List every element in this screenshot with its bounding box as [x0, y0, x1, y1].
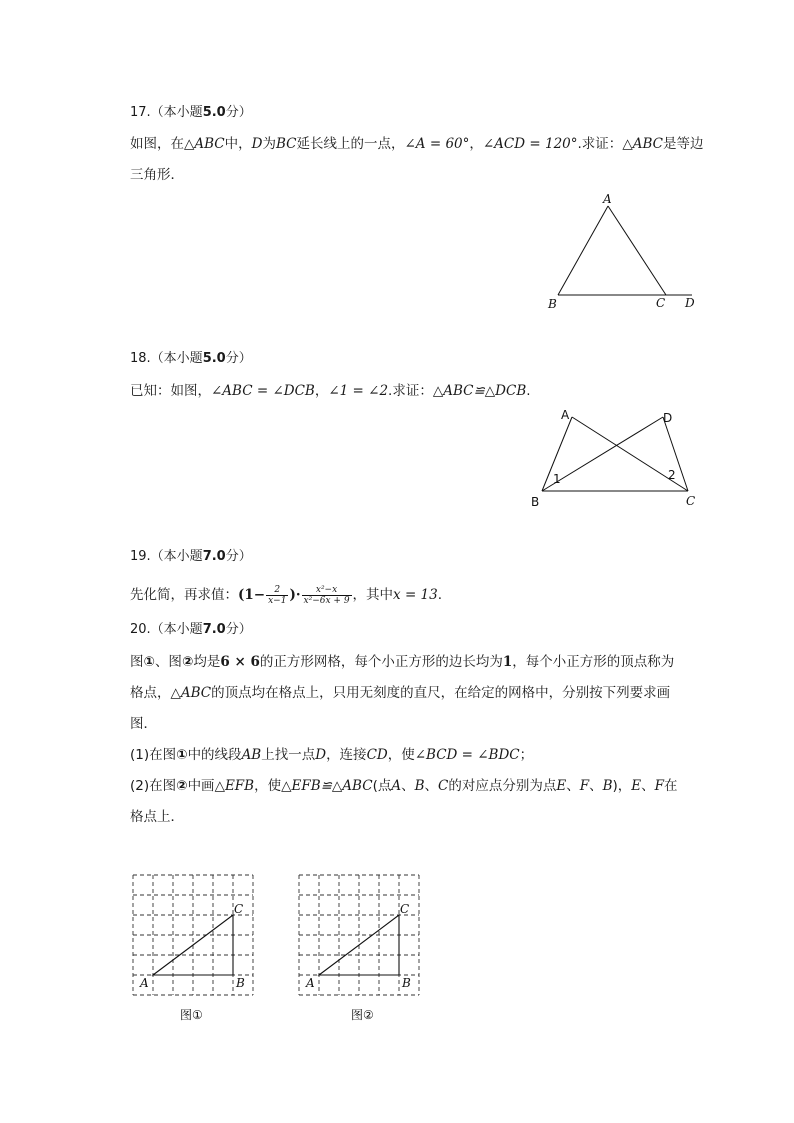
fig1-label-a: A [140, 976, 149, 990]
fig2-label-a: A [306, 976, 315, 990]
q20-requirement-2: (2)在图②中画△EFB，使△EFB≌△ABC(点A、B、C的对应点分别为点E、F、B)，E、F在 [130, 778, 678, 794]
q18-label-d: D [663, 411, 673, 425]
fig2-label-c: C [400, 902, 410, 916]
q19-expression-line: 先化简，再求值：(1− $\frac{2}{x-1}$ )· $\frac{\text{x²−x}}{\text{x²−6x + 9}}$ ，其中x = 13. [130, 584, 443, 606]
fig2-caption: 图② [351, 1008, 374, 1022]
q18-label-angle-1: 1 [553, 472, 561, 486]
grid-lines [299, 875, 419, 995]
q17-label-c: C [656, 296, 666, 310]
fig1-caption: 图① [180, 1008, 203, 1022]
q20-statement-line3: 图． [130, 716, 157, 732]
q18-label-angle-2: 2 [668, 468, 676, 482]
q17-label-a: A [603, 192, 612, 206]
q17-label-d: D [685, 296, 695, 310]
q18-header: 18.（本小题5.0分） [130, 351, 252, 366]
q20-grid-figure-1 [130, 872, 260, 1032]
q18-triangles-figure [520, 400, 710, 515]
q19-header: 19.（本小题7.0分） [130, 549, 252, 564]
q17-triangle-figure [540, 188, 710, 318]
q17-header: 17.（本小题5.0分） [130, 105, 252, 120]
fig1-label-c: C [234, 902, 244, 916]
q18-label-a: A [561, 408, 570, 422]
q19-fraction-1: $\frac{2}{x-1}$ [268, 584, 287, 606]
grid-lines [133, 875, 253, 995]
q17-segment-ab [558, 206, 608, 295]
q18-statement-line1: 已知：如图，∠ABC = ∠DCB，∠1 = ∠2.求证：△ABC≌△DCB. [130, 383, 531, 399]
q20-requirement-1: (1)在图①中的线段AB上找一点D，连接CD，使∠BCD = ∠BDC； [130, 747, 534, 763]
q18-label-b: B [531, 495, 540, 509]
q17-segment-ac [608, 206, 666, 295]
q20-grid-figure-2 [296, 872, 426, 1032]
q20-statement-line1: 图①、图②均是6 × 6的正方形网格，每个小正方形的边长均为1，每个小正方形的顶点称为 [130, 654, 675, 670]
q17-label-b: B [548, 297, 557, 311]
fig1-label-b: B [236, 976, 245, 990]
q18-label-c: C [686, 494, 696, 508]
q17-statement-line1: 如图，在△ABC中，D为BC延长线上的一点，∠A = 60°，∠ACD = 120°.求证：△ABC是等边 [130, 136, 704, 152]
q19-fraction-2: $\frac{\text{x²−x}}{\text{x²−6x + 9}}$ [303, 584, 350, 606]
q20-statement-line2: 格点，△ABC的顶点均在格点上，只用无刻度的直尺，在给定的网格中，分别按下列要求画 [130, 685, 671, 701]
q20-statement-line6: 格点上． [130, 809, 184, 825]
q17-statement-line2: 三角形． [130, 167, 184, 183]
fig2-label-b: B [402, 976, 411, 990]
q20-header: 20.（本小题7.0分） [130, 622, 252, 637]
